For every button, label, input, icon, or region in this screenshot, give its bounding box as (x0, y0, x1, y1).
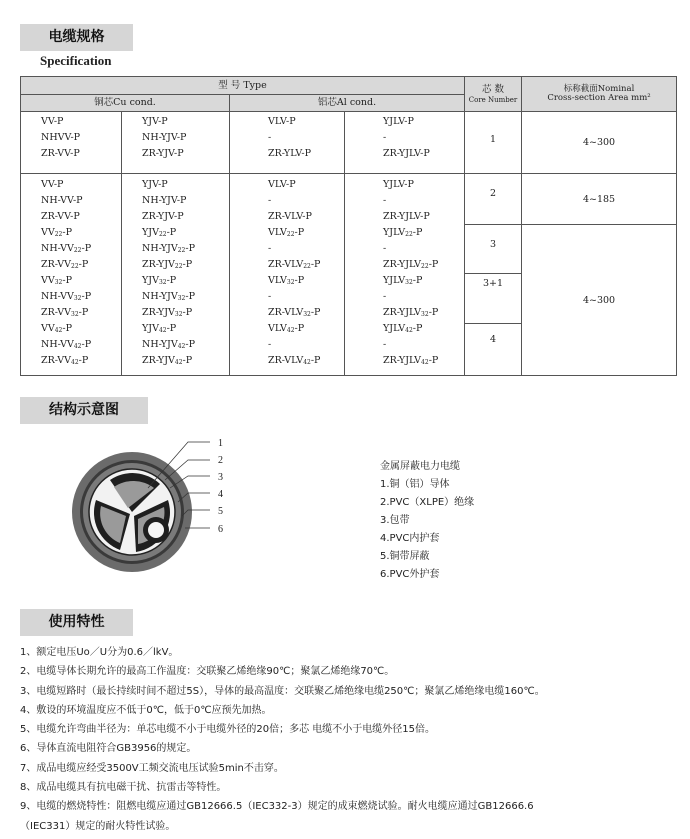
cell-al1-group2 (230, 174, 345, 376)
model-name: $VLV_{32}-P$ (268, 275, 305, 286)
model-name: - (383, 195, 387, 206)
feature-item: 6、导体直流电阻符合GB3956的规定。 (20, 743, 197, 755)
core-cell-4: 3+1 (465, 274, 522, 324)
model-name: VV-P (41, 116, 64, 127)
model-name: $YJLV_{32}-P$ (383, 275, 423, 286)
model-name: $YJV_{32}-P$ (142, 275, 177, 286)
core-cell-3: 3 (465, 225, 522, 274)
model-name: $VV_{32}-P$ (41, 275, 72, 286)
diagram-label-2: 2 (218, 455, 223, 466)
model-name: YJV-P (142, 179, 168, 190)
model-name: $ZR-YJV_{42}-P$ (142, 355, 193, 366)
legend-item: 5.铜带屏蔽 (380, 551, 430, 562)
model-name: - (268, 291, 272, 302)
model-name: NH-YJV-P (142, 195, 187, 206)
structure-section-title: 结构示意图 (20, 397, 148, 424)
header-area-en: Cross-section Area mm² (547, 93, 651, 103)
diagram-label-6: 6 (218, 524, 223, 535)
diagram-legend (380, 458, 474, 584)
area-cell-2: 4~185 (522, 174, 677, 225)
feature-item: 3、电缆短路时（最长持续时间不超过5S），导体的最高温度：交联聚乙烯绝缘电缆250℃；聚氯乙烯绝缘电缆160℃。 (20, 685, 545, 697)
model-name: $ZR-VV_{42}-P$ (41, 355, 89, 366)
core-cell-1: 1 (465, 112, 522, 174)
cable-cross-section-diagram (70, 430, 250, 580)
header-cu: 铜芯Cu cond. (21, 95, 230, 112)
model-name: $VLV_{22}-P$ (268, 227, 305, 238)
model-name: ZR-YLV-P (268, 148, 311, 159)
spec-section-title: 电缆规格 (20, 24, 133, 51)
model-name: $ZR-VV_{32}-P$ (41, 307, 89, 318)
cell-cu1-group2 (21, 174, 122, 376)
model-name: $YJLV_{22}-P$ (383, 227, 423, 238)
model-name: $YJLV_{42}-P$ (383, 323, 423, 334)
diagram-label-4: 4 (218, 489, 223, 500)
model-name: - (383, 291, 387, 302)
header-area (522, 77, 677, 112)
model-name: $ZR-YJLV_{32}-P$ (383, 307, 439, 318)
model-name: $NH-YJV_{32}-P$ (142, 291, 195, 302)
header-area-cn: 标称截面Nominal (563, 84, 635, 94)
model-name: $ZR-VLV_{22}-P$ (268, 259, 321, 270)
model-name: ZR-VV-P (41, 211, 80, 222)
model-name: - (383, 339, 387, 350)
model-name: ZR-YJV-P (142, 211, 184, 222)
model-name: ZR-YJV-P (142, 148, 184, 159)
model-name: ZR-YJLV-P (383, 148, 430, 159)
model-name: - (383, 132, 387, 143)
features-list (20, 643, 680, 836)
model-name: $NH-YJV_{42}-P$ (142, 339, 195, 350)
legend-item: 6.PVC外护套 (380, 569, 440, 580)
model-name: - (268, 339, 272, 350)
diagram-label-3: 3 (218, 472, 223, 483)
feature-item: （IEC331）规定的耐火特性试验。 (20, 820, 176, 832)
model-name: $VV_{42}-P$ (41, 323, 72, 334)
model-name: NH-YJV-P (142, 132, 187, 143)
model-name: - (268, 195, 272, 206)
model-name: $ZR-VLV_{32}-P$ (268, 307, 321, 318)
legend-item: 1.铜（铝）导体 (380, 479, 450, 490)
conductor-core-4 (148, 522, 164, 538)
model-name: $YJV_{42}-P$ (142, 323, 177, 334)
cell-cu2-group1 (122, 112, 230, 174)
cell-al2-group2 (345, 174, 465, 376)
model-name: $ZR-VV_{22}-P$ (41, 259, 89, 270)
feature-item: 8、成品电缆具有抗电磁干扰、抗雷击等特性。 (20, 782, 227, 794)
model-name: YJLV-P (383, 179, 414, 190)
model-name: $VLV_{42}-P$ (268, 323, 305, 334)
model-name: - (383, 243, 387, 254)
model-name: $ZR-YJV_{32}-P$ (142, 307, 193, 318)
cell-cu1-group1 (21, 112, 122, 174)
cell-al2-group1 (345, 112, 465, 174)
model-name: $NH-VV_{32}-P$ (41, 291, 92, 302)
model-name: VLV-P (268, 116, 296, 127)
model-name: YJLV-P (383, 116, 414, 127)
model-name: $NH-VV_{22}-P$ (41, 243, 92, 254)
model-name: $ZR-VLV_{42}-P$ (268, 355, 321, 366)
legend-item: 3.包带 (380, 515, 410, 526)
model-name: $ZR-YJLV_{42}-P$ (383, 355, 439, 366)
model-name: - (268, 132, 272, 143)
cell-al1-group1 (230, 112, 345, 174)
feature-item: 1、额定电压Uo／U分为0.6／lkV。 (20, 647, 179, 658)
model-name: ZR-VLV-P (268, 211, 312, 222)
legend-item: 4.PVC内护套 (380, 533, 440, 544)
header-core-en: Core Number (468, 95, 518, 104)
features-section-title: 使用特性 (20, 609, 133, 636)
diagram-label-5: 5 (218, 506, 223, 517)
header-al: 铝芯Al cond. (230, 95, 465, 112)
model-name: $NH-YJV_{22}-P$ (142, 243, 195, 254)
model-name: $NH-VV_{42}-P$ (41, 339, 92, 350)
header-core-cn: 芯 数 (482, 83, 505, 95)
legend-item: 2.PVC（XLPE）绝缘 (380, 497, 475, 508)
model-name: $ZR-YJV_{22}-P$ (142, 259, 193, 270)
model-name: - (268, 243, 272, 254)
model-name: ZR-VV-P (41, 148, 80, 159)
feature-item: 4、敷设的环境温度应不低于0℃，低于0℃应预先加热。 (20, 704, 272, 716)
model-name: NHVV-P (41, 132, 81, 143)
model-name: $ZR-YJLV_{22}-P$ (383, 259, 439, 270)
feature-item: 9、电缆的燃烧特性：阻燃电缆应通过GB12666.5（IEC332-3）规定的成束燃烧试验。耐火电缆应通过GB12666.6 (20, 801, 534, 813)
area-cell-1: 4~300 (522, 112, 677, 174)
model-name: $VV_{22}-P$ (41, 227, 72, 238)
cell-cu2-group2 (122, 174, 230, 376)
specification-table (20, 76, 677, 376)
model-name: YJV-P (142, 116, 168, 127)
model-name: VV-P (41, 179, 64, 190)
core-cell-5: 4 (465, 324, 522, 376)
feature-item: 7、成品电缆应经受3500V工频交流电压试验5min不击穿。 (20, 762, 284, 774)
legend-title: 金属屏蔽电力电缆 (380, 461, 460, 472)
model-name: $YJV_{22}-P$ (142, 227, 177, 238)
header-type: 型 号 Type (21, 77, 465, 95)
header-core (465, 77, 522, 112)
area-cell-3: 4~300 (522, 225, 677, 376)
feature-item: 2、电缆导体长期允许的最高工作温度：交联聚乙烯绝缘90℃；聚氯乙烯绝缘70℃。 (20, 666, 395, 678)
diagram-label-1: 1 (218, 438, 223, 449)
model-name: ZR-YJLV-P (383, 211, 430, 222)
spec-subtitle: Specification (40, 53, 112, 68)
core-cell-2: 2 (465, 174, 522, 225)
model-name: NH-VV-P (41, 195, 83, 206)
model-name: VLV-P (268, 179, 296, 190)
feature-item: 5、电缆允许弯曲半径为：单芯电缆不小于电缆外径的20倍；多芯 电缆不小于电缆外径15倍。 (20, 724, 435, 736)
